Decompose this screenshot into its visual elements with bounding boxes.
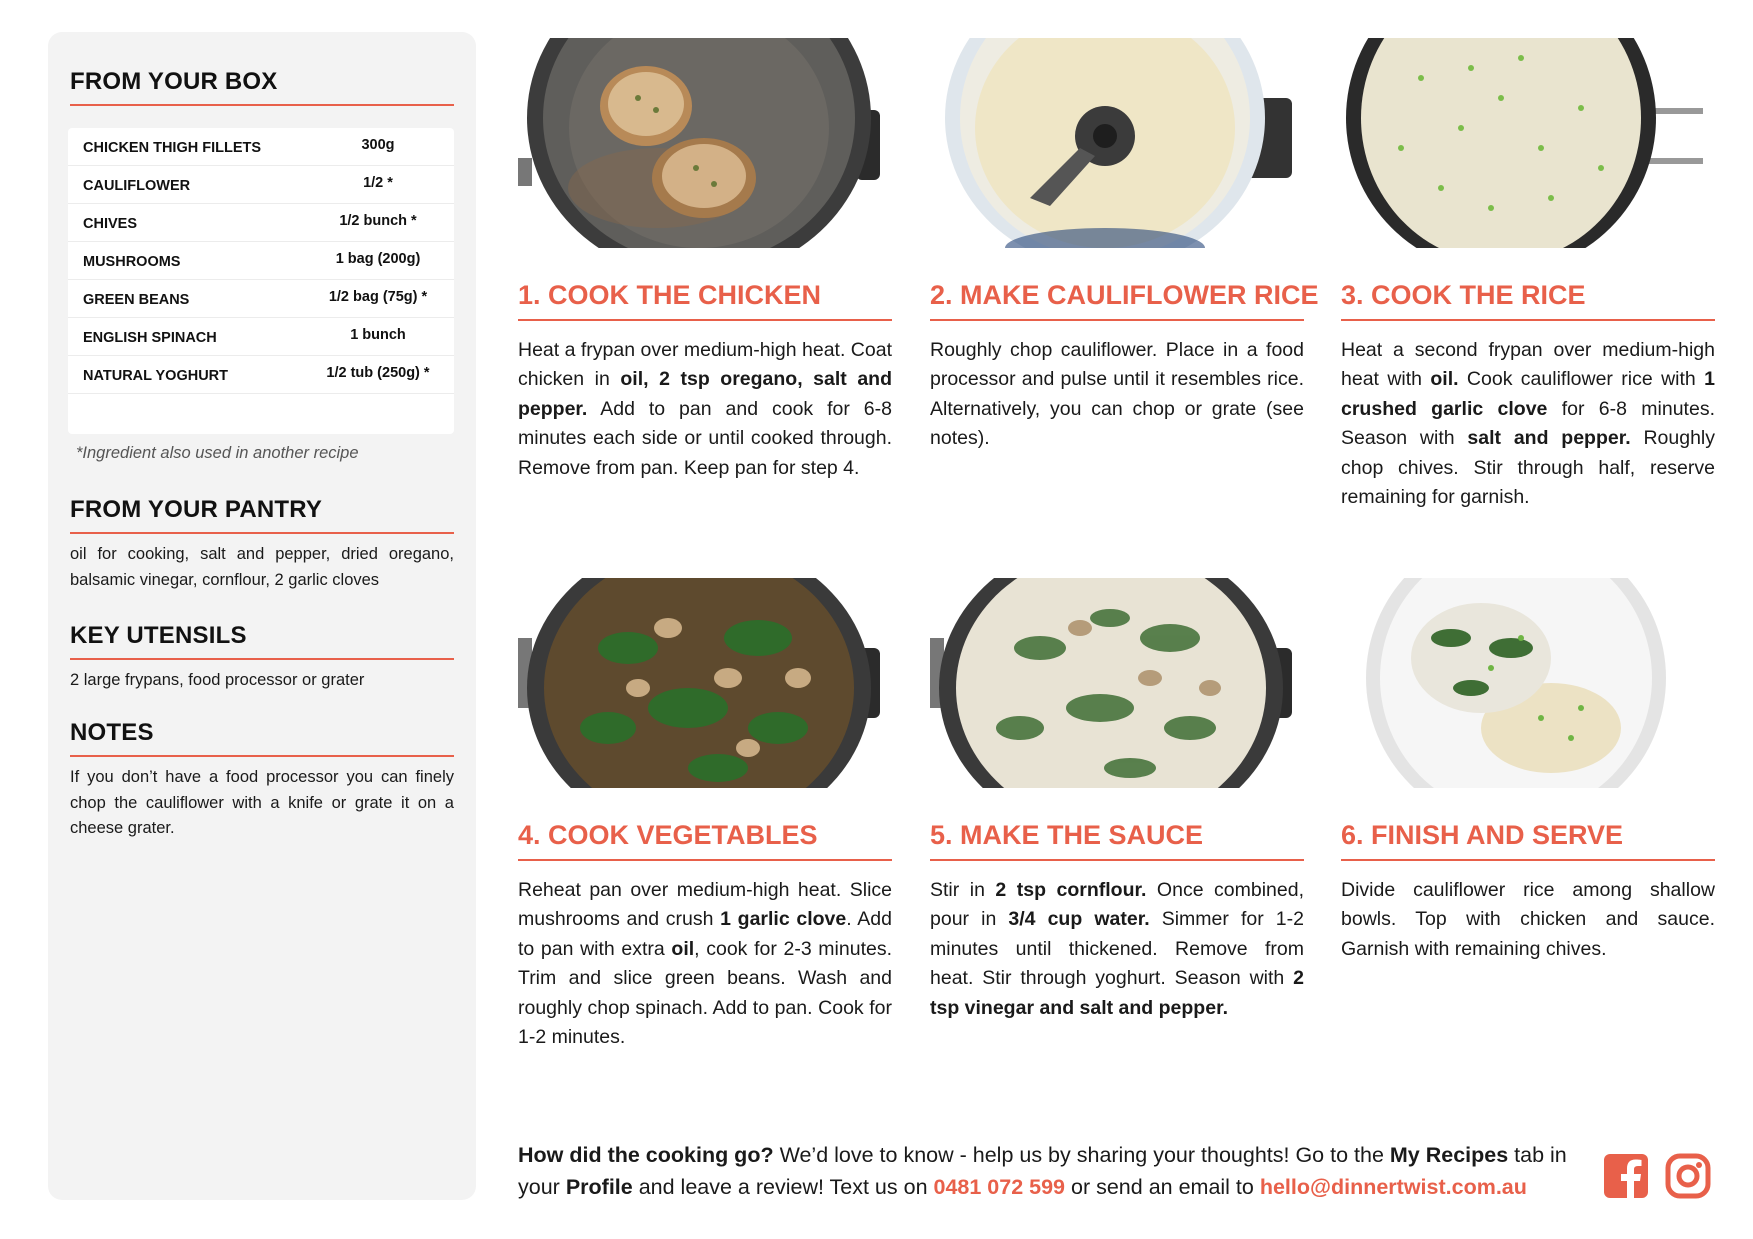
step-6-text (1341, 876, 1715, 964)
ingredients-sidebar (48, 32, 476, 1200)
step-text-segment: Heat a second frypan over medium-high heat with (1341, 339, 1715, 391)
feedback-footer (518, 1140, 1578, 1203)
feedback-text-4: or send an email to (1065, 1174, 1260, 1199)
step-text-bold: 2 tsp vinegar and salt and pepper. (930, 967, 1304, 1019)
step-3-text (1341, 336, 1715, 512)
step-2-photo (930, 38, 1292, 248)
my-recipes-link[interactable]: My Recipes (1389, 1143, 1509, 1167)
notes-heading: NOTES (70, 719, 454, 757)
step-4-title: 4. COOK VEGETABLES (518, 820, 892, 861)
step-text-segment: Stir in (930, 879, 996, 901)
ingredient-name: ENGLISH SPINACH (83, 330, 217, 346)
step-text-bold: 1 crushed garlic clove (1341, 368, 1715, 420)
ingredient-quantity: 1/2 bag (75g) * (328, 289, 428, 305)
facebook-icon[interactable] (1602, 1152, 1650, 1200)
shared-ingredient-note: *Ingredient also used in another recipe (76, 444, 359, 462)
step-text-bold: 3/4 cup water. (1008, 908, 1150, 931)
feedback-question: How did the cooking go? (518, 1143, 774, 1167)
ingredient-quantity: 1 bag (200g) (335, 251, 421, 267)
email-link[interactable]: hello@dinnertwist.com.au (1259, 1174, 1527, 1199)
step-text-bold: oil (671, 937, 695, 960)
ingredient-name: NATURAL YOGHURT (83, 368, 228, 384)
step-text-segment: Add to pan and cook for 6-8 minutes each side or until cooked through. Remove from pan. Keep pan for step 4. (518, 397, 892, 479)
ingredient-quantity: 300g (361, 137, 395, 153)
notes-text: If you don’t have a food processor you can finely chop the cauliflower with a knife or grate it on a cheese grater. (70, 768, 454, 837)
step-6-title: 6. FINISH AND SERVE (1341, 820, 1715, 861)
ingredient-row (68, 356, 454, 394)
ingredient-row (68, 280, 454, 318)
step-text-bold: salt and pepper. (1467, 427, 1631, 450)
ingredient-row (68, 318, 454, 356)
step-text-segment: Simmer for 1-2 minutes until thickened. Remove from heat. Stir through yoghurt. Season with (930, 908, 1304, 990)
from-your-pantry-heading: FROM YOUR PANTRY (70, 496, 454, 534)
ingredient-name: CAULIFLOWER (83, 178, 191, 194)
step-text-bold: oil, 2 tsp oregano, salt and pepper. (518, 368, 892, 420)
step-6-photo (1341, 578, 1703, 788)
ingredient-quantity: 1/2 bunch * (339, 213, 417, 229)
step-5-photo (930, 578, 1292, 788)
pantry-text: oil for cooking, salt and pepper, dried oregano, balsamic vinegar, cornflour, 2 garlic cloves (70, 545, 454, 589)
step-4-text (518, 876, 892, 1052)
ingredient-row (68, 204, 454, 242)
ingredient-row (68, 128, 454, 166)
profile-link[interactable]: Profile (565, 1174, 633, 1199)
step-text-segment: , cook for 2-3 minutes. Trim and slice green beans. Wash and roughly chop spinach. Add to pan. Cook for 1-2 minutes. (518, 937, 893, 1049)
from-your-box-heading: FROM YOUR BOX (70, 68, 454, 106)
step-text-segment: Roughly chop cauliflower. Place in a food processor and pulse until it resembles rice. Alternatively, you can chop or grate (see notes). (930, 339, 1304, 450)
ingredient-quantity: 1/2 tub (250g) * (326, 365, 430, 381)
step-5-text (930, 876, 1304, 1023)
step-text-segment: Divide cauliflower rice among shallow bowls. Top with chicken and sauce. Garnish with remaining chives. (1341, 879, 1715, 960)
step-text-segment: Once combined, pour in (930, 879, 1305, 931)
ingredient-quantity: 1/2 * (363, 175, 393, 191)
step-text-segment: for 6-8 minutes. Season with (1341, 397, 1715, 450)
step-3-photo (1341, 38, 1703, 248)
feedback-text-1: We’d love to know - help us by sharing your thoughts! Go to the (773, 1143, 1390, 1167)
step-2-title: 2. MAKE CAULIFLOWER RICE (930, 280, 1304, 321)
feedback-text-3: and leave a review! Text us on (632, 1174, 934, 1199)
step-3-title: 3. COOK THE RICE (1341, 280, 1715, 321)
instagram-icon[interactable] (1664, 1152, 1712, 1200)
step-1-text (518, 336, 892, 483)
step-4-photo (518, 578, 880, 788)
step-text-segment: Heat a frypan over medium-high heat. Coat chicken in (518, 339, 892, 391)
ingredient-row (68, 166, 454, 204)
ingredient-name: GREEN BEANS (83, 292, 190, 308)
step-text-bold: 1 garlic clove (720, 908, 847, 931)
feedback-text-2: tab in your (518, 1143, 1567, 1199)
step-5-title: 5. MAKE THE SAUCE (930, 820, 1304, 861)
ingredient-quantity: 1 bunch (350, 327, 406, 343)
ingredients-table (68, 128, 454, 434)
phone-link[interactable]: 0481 072 599 (933, 1174, 1066, 1199)
ingredient-name: CHICKEN THIGH FILLETS (83, 140, 262, 156)
step-text-segment: Roughly chop chives. Stir through half, reserve remaining for garnish. (1341, 427, 1715, 509)
step-2-text (930, 336, 1304, 454)
ingredient-name: MUSHROOMS (83, 254, 181, 270)
ingredient-name: CHIVES (83, 216, 137, 232)
step-text-segment: Cook cauliflower rice with (1458, 368, 1705, 391)
step-text-segment: . Add to pan with extra (518, 908, 892, 960)
step-1-title: 1. COOK THE CHICKEN (518, 280, 892, 321)
step-text-bold: oil. (1430, 368, 1459, 391)
ingredient-row (68, 242, 454, 280)
key-utensils-heading: KEY UTENSILS (70, 622, 454, 660)
step-1-photo (518, 38, 880, 248)
utensils-text: 2 large frypans, food processor or grater (70, 671, 365, 689)
step-text-bold: 2 tsp cornflour. (995, 879, 1147, 901)
step-text-segment: Reheat pan over medium-high heat. Slice mushrooms and crush (518, 879, 892, 931)
